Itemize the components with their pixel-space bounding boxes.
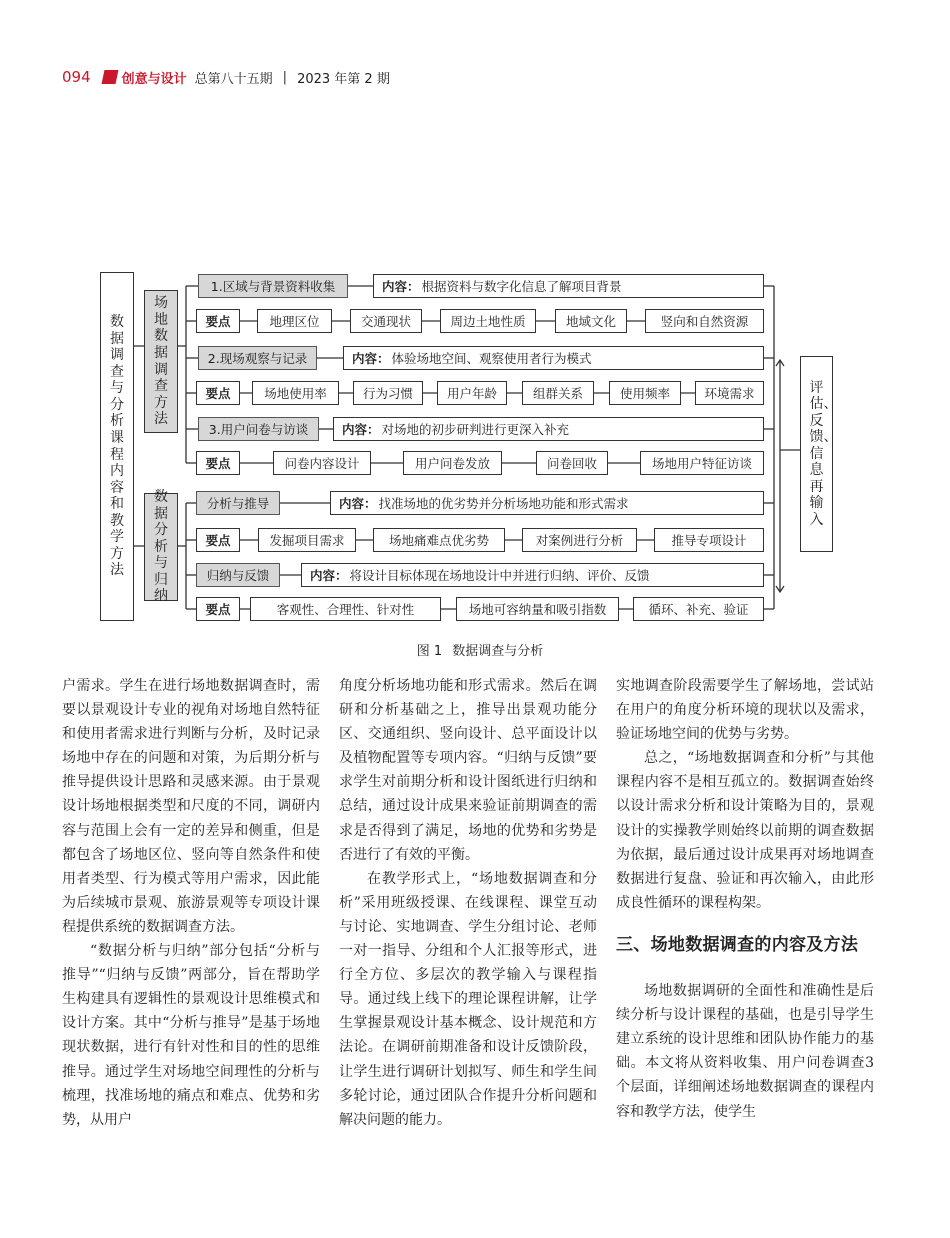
row4-point: 对案例进行分析 (522, 528, 637, 552)
row1-point: 周边土地性质 (440, 309, 536, 333)
row1-point: 竖向和自然资源 (645, 309, 764, 333)
header-separator: | (282, 69, 288, 85)
row3-content: 内容： 对场地的初步研判进行更深入补充 (333, 417, 764, 441)
text-column-3 (616, 674, 874, 1124)
text-column-1 (62, 674, 320, 1132)
row5-point: 场地可容纳量和吸引指数 (456, 597, 619, 621)
paragraph: 实地调查阶段需要学生了解场地，尝试站在用户的角度分析环境的现状以及需求，验证场地空间的优势与劣势。 (616, 678, 874, 743)
row2-content: 内容： 体验场地空间、观察使用者行为模式 (343, 346, 764, 370)
row4-keypoint-label: 要点 (196, 528, 240, 552)
group-survey-methods: 场地数据调查方法 (144, 290, 178, 433)
magazine-name: 创意与设计 (121, 71, 187, 87)
caption-label: 图 1 (416, 644, 443, 659)
row2-point: 场地使用率 (252, 381, 339, 405)
row2-point: 行为习惯 (353, 381, 423, 405)
row1-point: 地理区位 (257, 309, 332, 333)
row2-point: 环境需求 (695, 381, 764, 405)
row1-content: 内容： 根据资料与数字化信息了解项目背景 (373, 274, 764, 298)
row4-point: 场地痛难点优劣势 (373, 528, 505, 552)
paragraph: 户需求。学生在进行场地数据调查时，需要以景观设计专业的视角对场地自然特征和使用者需求进行判断与分析，及时记录场地中存在的问题和对策，为后期分析与推导提供设计思路和灵感来源。由于景观设计场地根据类型和尺度的不同，调研内容与范围上会有一定的差异和侧重，但是都包含了场地区位、竖向等自然条件和使用者类型、行为模式等用户需求，因此能为后续城市景观、旅游景观等专项设计课程提供系统的数据调查方法。 (62, 678, 320, 935)
paragraph: “数据分析与归纳”部分包括“分析与推导”“归纳与反馈”两部分，旨在帮助学生构建具有逻辑性的景观设计思维模式和设计方案。其中“分析与推导”是基于场地现状数据，进行有针对性和目的性的思维推导。通过学生对场地空间理性的分析与梳理，找准场地的痛点和难点、优势和劣势，从用户 (62, 943, 320, 1128)
issue-year: 2023 年第 2 期 (297, 71, 390, 87)
row5-title: 归纳与反馈 (196, 563, 280, 587)
section-heading: 三、场地数据调查的内容及方法 (616, 934, 859, 955)
row3-point: 问卷内容设计 (273, 451, 371, 475)
row2-keypoint-label: 要点 (196, 381, 240, 405)
row4-content: 内容： 找准场地的优劣势并分析场地功能和形式需求 (330, 491, 764, 515)
paragraph: 角度分析场地功能和形式需求。然后在调研和分析基础之上，推导出景观功能分区、交通组织、竖向设计、总平面设计以及植物配置等专项内容。“归纳与反馈”要求学生对前期分析和设计图纸进行归纳和总结，通过设计成果来验证前期调查的需求是否得到了满足，场地的优势和劣势是否进行了有效的平衡。 (339, 678, 597, 863)
row3-point: 问卷回收 (536, 451, 608, 475)
row5-point: 循环、补充、验证 (633, 597, 764, 621)
row1-keypoint-label: 要点 (196, 309, 240, 333)
row1-point: 地域文化 (555, 309, 627, 333)
row5-point: 客观性、合理性、针对性 (250, 597, 441, 621)
row4-title: 分析与推导 (196, 491, 280, 515)
caption-text: 数据调查与分析 (452, 644, 544, 659)
page-number: 094 (62, 68, 91, 86)
diagram-feedback-title: 评估、反馈、信息再输入 (800, 356, 833, 552)
row1-point: 交通现状 (350, 309, 422, 333)
paragraph: 总之，“场地数据调查和分析”与其他课程内容不是相互孤立的。数据调查始终以设计需求分析和设计策略为目的，景观设计的实操教学则始终以前期的调查数据为依据，最后通过设计成果再对场地调查数据进行复盘、验证和再次输入，由此形成良性循环的课程构架。 (616, 750, 874, 911)
row2-point: 组群关系 (522, 381, 594, 405)
paragraph: 在教学形式上，“场地数据调查和分析”采用班级授课、在线课程、课堂互动与讨论、实地调查、学生分组讨论、老师一对一指导、分组和个人汇报等形式，进行全方位、多层次的教学输入与课程指导。通过线上线下的理论课程讲解，让学生掌握景观设计基本概念、设计规范和方法论。在调研前期准备和设计反馈阶段，让学生进行调研计划拟写、师生和学生间多轮讨论，通过团队合作提升分析问题和解决问题的能力。 (339, 870, 597, 1128)
row3-title: 3.用户问卷与访谈 (198, 417, 319, 441)
row2-title: 2.现场观察与记录 (198, 346, 317, 370)
issue-total: 总第八十五期 (194, 71, 273, 87)
row5-content: 内容： 将设计目标体现在场地设计中并进行归纳、评价、反馈 (301, 563, 764, 587)
paragraph: 场地数据调研的全面性和准确性是后续分析与设计课程的基础，也是引导学生建立系统的设计思维和团队协作能力的基础。本文将从资料收集、用户问卷调查3个层面，详细阐述场地数据调查的课程内容和教学方法，使学生 (616, 983, 874, 1120)
row3-keypoint-label: 要点 (196, 451, 240, 475)
row1-title: 1.区域与背景资料收集 (198, 274, 348, 298)
row5-keypoint-label: 要点 (196, 597, 240, 621)
text-column-2 (339, 674, 597, 1132)
row2-point: 使用频率 (609, 381, 681, 405)
row2-point: 用户年龄 (437, 381, 507, 405)
group-analysis-induction: 数据分析与归纳 (144, 493, 178, 601)
row3-point: 场地用户特征访谈 (640, 451, 764, 475)
figure-caption (0, 640, 950, 659)
row4-point: 推导专项设计 (654, 528, 764, 552)
diagram-left-title: 数据调查与分析课程内容和教学方法 (100, 272, 134, 621)
row4-point: 发掘项目需求 (258, 528, 356, 552)
row3-point: 用户问卷发放 (403, 451, 502, 475)
